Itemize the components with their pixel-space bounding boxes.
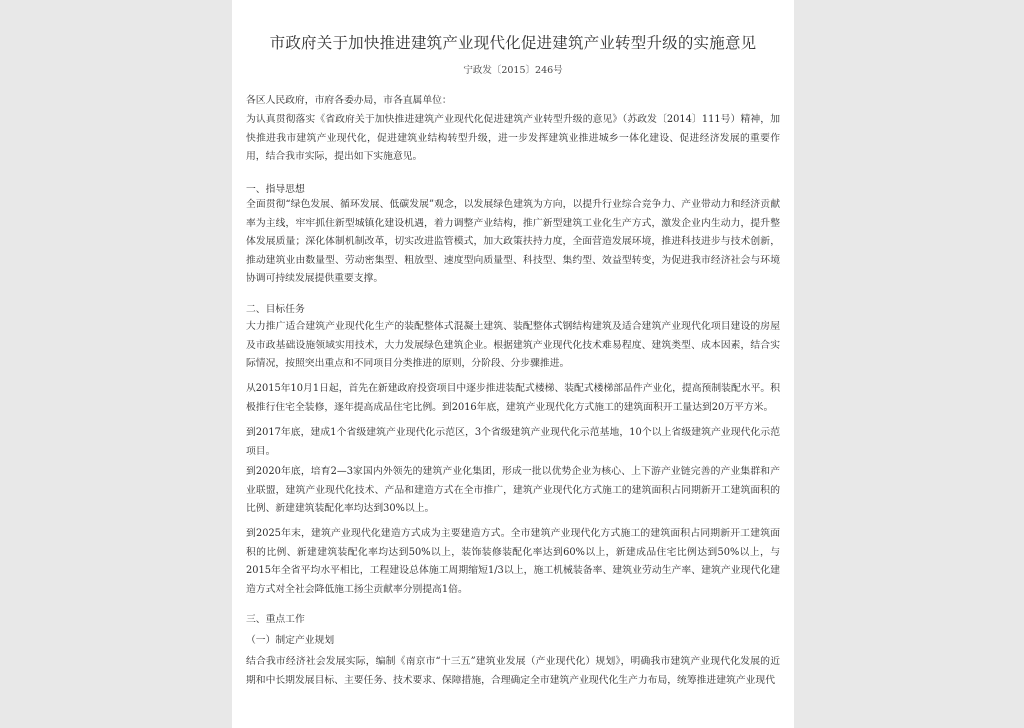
section-2-paragraph-5: 到2025年末，建筑产业现代化建造方式成为主要建造方式。全市建筑产业现代化方式施工的建筑面积占同期新开工建筑面积的比例、新建建筑装配化率均达到50%以上，装饰装修装配化率达到60%以上，新建成品住宅比例达到50%以上，与2015年全省平均水平相比，工程建设总体施工周期缩短1/3以上，施工机械装备率、建筑业劳动生产率、建筑产业现代化建造方式对全社会降低施工扬尘贡献率分别提高1倍。 <box>246 528 780 595</box>
document-number: 宁政发〔2015〕246号 <box>463 65 563 76</box>
salutation: 各区人民政府，市府各委办局，市各直属单位： <box>246 95 452 106</box>
section-1-paragraph: 全面贯彻“绿色发展、循环发展、低碳发展”观念，以发展绿色建筑为方向，以提升行业综合竞争力、产业带动力和经济贡献率为主线，牢牢抓住新型城镇化建设机遇，着力调整产业结构，推广新型建筑工业化生产方式，激发企业内生动力，提升整体发展质量；深化体制机制改革，切实改进监管模式，加大政策扶持力度，全面营造发展环境，推进科技进步与技术创新，推动建筑业由数量型、劳动密集型、粗放型、速度型向质量型、科技型、集约型、效益型转变，为促进我市经济社会与环境协调可持续发展提供重要支撑。 <box>246 199 780 285</box>
section-3-sub-1-heading: （一）制定产业规划 <box>246 635 335 646</box>
section-2-paragraph-3: 到2017年底，建成1个省级建筑产业现代化示范区，3个省级建筑产业现代化示范基地，10个以上省级建筑产业现代化示范项目。 <box>246 427 780 457</box>
section-2-paragraph-1: 大力推广适合建筑产业现代化生产的装配整体式混凝土建筑、装配整体式钢结构建筑及适合建筑产业现代化项目建设的房屋及市政基础设施领域实用技术，大力发展绿色建筑企业。根据建筑产业现代化技术难易程度、建筑类型、成本因素，结合实际情况，按照突出重点和不同项目分类推进的原则，分阶段、分步骤推进。 <box>246 321 780 370</box>
section-3-sub-1-paragraph: 结合我市经济社会发展实际，编制《南京市“十三五”建筑业发展（产业现代化）规划》，明确我市建筑产业现代化发展的近期和中长期发展目标、主要任务、技术要求、保障措施，合理确定全市建筑产业现代化生产力布局，统筹推进建筑产业现代 <box>246 656 780 686</box>
section-1-heading: 一、指导思想 <box>246 184 305 195</box>
section-3-heading: 三、重点工作 <box>246 614 305 625</box>
intro-paragraph: 为认真贯彻落实《省政府关于加快推进建筑产业现代化促进建筑产业转型升级的意见》（苏政发〔2014〕111号）精神，加快推进我市建筑产业现代化，促进建筑业结构转型升级，进一步发挥建筑业推进城乡一体化建设、促进经济发展的重要作用，结合我市实际，提出如下实施意见。 <box>246 114 780 163</box>
section-2-paragraph-2: 从2015年10月1日起，首先在新建政府投资项目中逐步推进装配式楼梯、装配式楼梯部品件产业化，提高预制装配水平。积极推行住宅全装修，逐年提高成品住宅比例。到2016年底，建筑产业现代化方式施工的建筑面积开工量达到20万平方米。 <box>246 383 780 413</box>
section-2-paragraph-4: 到2020年底，培育2—3家国内外领先的建筑产业化集团，形成一批以优势企业为核心、上下游产业链完善的产业集群和产业联盟，建筑产业现代化技术、产品和建造方式在全市推广，建筑产业现代化方式施工的建筑面积占同期新开工建筑面积的比例、新建建筑装配化率均达到30%以上。 <box>246 466 780 515</box>
section-2-heading: 二、目标任务 <box>246 304 305 315</box>
document-title: 市政府关于加快推进建筑产业现代化促进建筑产业转型升级的实施意见 <box>269 34 757 52</box>
document-page <box>232 0 794 728</box>
